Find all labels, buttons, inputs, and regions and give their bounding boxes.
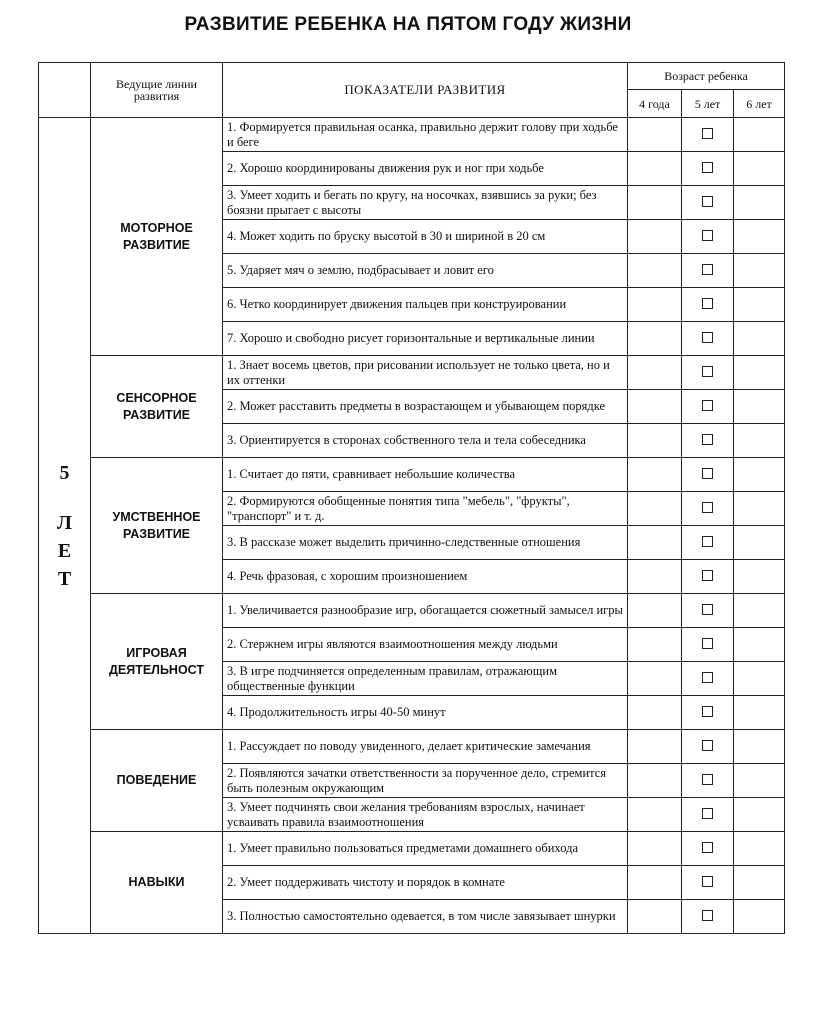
- age-cell[interactable]: [682, 186, 734, 220]
- indicator-text: 2. Появляются зачатки ответственности за порученное дело, стремится быть полезным окружающим: [223, 764, 628, 798]
- header-age-5: 5 лет: [682, 90, 734, 118]
- section-name: МОТОРНОЕ РАЗВИТИЕ: [91, 118, 223, 356]
- age-cell[interactable]: [682, 458, 734, 492]
- age-cell: [734, 900, 785, 934]
- age-cell[interactable]: [682, 322, 734, 356]
- age-side-char: 5: [59, 461, 70, 484]
- age-cell[interactable]: [682, 560, 734, 594]
- age-cell[interactable]: [682, 866, 734, 900]
- age-cell: [628, 526, 682, 560]
- header-age-4: 4 года: [628, 90, 682, 118]
- age-cell: [628, 254, 682, 288]
- age-cell: [628, 390, 682, 424]
- age-cell: [628, 492, 682, 526]
- indicator-text: 7. Хорошо и свободно рисует горизонтальные и вертикальные линии: [223, 322, 628, 356]
- age-cell: [628, 220, 682, 254]
- header-age-label: Возраст ребенка: [628, 63, 785, 90]
- checkbox[interactable]: [702, 536, 713, 547]
- age-side-label: [39, 118, 91, 934]
- age-cell: [628, 594, 682, 628]
- age-cell[interactable]: [682, 832, 734, 866]
- age-cell: [734, 288, 785, 322]
- age-cell: [734, 458, 785, 492]
- table-body: [39, 118, 785, 934]
- age-cell[interactable]: [682, 152, 734, 186]
- checkbox[interactable]: [702, 604, 713, 615]
- age-cell[interactable]: [682, 900, 734, 934]
- indicator-text: 2. Может расставить предметы в возрастающем и убывающем порядке: [223, 390, 628, 424]
- age-cell: [734, 866, 785, 900]
- indicator-text: 1. Формируется правильная осанка, правильно держит голову при ходьбе и беге: [223, 118, 628, 152]
- age-cell: [628, 560, 682, 594]
- age-cell[interactable]: [682, 356, 734, 390]
- checkbox[interactable]: [702, 434, 713, 445]
- age-cell: [628, 662, 682, 696]
- age-cell[interactable]: [682, 254, 734, 288]
- age-cell: [734, 526, 785, 560]
- age-cell[interactable]: [682, 696, 734, 730]
- age-cell[interactable]: [682, 730, 734, 764]
- age-side-char: Л: [57, 511, 72, 534]
- checkbox[interactable]: [702, 740, 713, 751]
- age-cell: [734, 594, 785, 628]
- age-cell: [734, 798, 785, 832]
- age-cell: [628, 798, 682, 832]
- section-name: НАВЫКИ: [91, 832, 223, 934]
- indicator-text: 1. Знает восемь цветов, при рисовании использует не только цвета, но и их оттенки: [223, 356, 628, 390]
- age-cell: [734, 118, 785, 152]
- indicator-text: 6. Четко координирует движения пальцев при конструировании: [223, 288, 628, 322]
- age-cell[interactable]: [682, 628, 734, 662]
- age-cell: [734, 662, 785, 696]
- table-row: [39, 594, 785, 628]
- indicator-text: 4. Может ходить по бруску высотой в 30 и шириной в 20 см: [223, 220, 628, 254]
- indicator-text: 1. Умеет правильно пользоваться предметами домашнего обихода: [223, 832, 628, 866]
- checkbox[interactable]: [702, 366, 713, 377]
- checkbox[interactable]: [702, 332, 713, 343]
- checkbox[interactable]: [702, 672, 713, 683]
- indicator-text: 1. Считает до пяти, сравнивает небольшие количества: [223, 458, 628, 492]
- indicator-text: 2. Хорошо координированы движения рук и ног при ходьбе: [223, 152, 628, 186]
- checkbox[interactable]: [702, 638, 713, 649]
- age-cell: [734, 254, 785, 288]
- age-cell: [628, 832, 682, 866]
- indicator-text: 3. Умеет подчинять свои желания требованиям взрослых, начинает усваивать правила взаимоотношения: [223, 798, 628, 832]
- indicator-text: 1. Увеличивается разнообразие игр, обогащается сюжетный замысел игры: [223, 594, 628, 628]
- checkbox[interactable]: [702, 230, 713, 241]
- indicator-text: 4. Речь фразовая, с хорошим произношением: [223, 560, 628, 594]
- age-cell: [734, 560, 785, 594]
- age-cell: [734, 424, 785, 458]
- age-cell[interactable]: [682, 764, 734, 798]
- age-cell: [734, 696, 785, 730]
- age-cell[interactable]: [682, 662, 734, 696]
- age-cell[interactable]: [682, 118, 734, 152]
- header-indicators-label: ПОКАЗАТЕЛИ РАЗВИТИЯ: [223, 63, 628, 118]
- indicator-text: 2. Умеет поддерживать чистоту и порядок в комнате: [223, 866, 628, 900]
- checkbox[interactable]: [702, 570, 713, 581]
- age-cell: [734, 492, 785, 526]
- checkbox[interactable]: [702, 264, 713, 275]
- checkbox[interactable]: [702, 400, 713, 411]
- checkbox[interactable]: [702, 706, 713, 717]
- age-cell: [628, 288, 682, 322]
- age-cell: [628, 458, 682, 492]
- age-cell[interactable]: [682, 390, 734, 424]
- header-lines-label: Ведущие линии развития: [91, 63, 223, 118]
- checkbox[interactable]: [702, 162, 713, 173]
- age-cell[interactable]: [682, 492, 734, 526]
- checkbox[interactable]: [702, 502, 713, 513]
- table-row: [39, 730, 785, 764]
- age-cell: [734, 730, 785, 764]
- checkbox[interactable]: [702, 876, 713, 887]
- age-cell: [734, 356, 785, 390]
- checkbox[interactable]: [702, 842, 713, 853]
- section-name: ИГРОВАЯ ДЕЯТЕЛЬНОСТ: [91, 594, 223, 730]
- age-cell: [628, 900, 682, 934]
- age-cell: [628, 152, 682, 186]
- age-cell: [628, 186, 682, 220]
- section-name: ПОВЕДЕНИЕ: [91, 730, 223, 832]
- age-cell[interactable]: [682, 288, 734, 322]
- age-cell: [628, 628, 682, 662]
- age-cell[interactable]: [682, 424, 734, 458]
- indicator-text: 1. Рассуждает по поводу увиденного, делает критические замечания: [223, 730, 628, 764]
- age-cell[interactable]: [682, 220, 734, 254]
- age-cell: [628, 730, 682, 764]
- indicator-text: 3. Умеет ходить и бегать по кругу, на носочках, взявшись за руки; без боязни прыгает с высоты: [223, 186, 628, 220]
- checkbox[interactable]: [702, 774, 713, 785]
- age-cell: [734, 390, 785, 424]
- table-row: [39, 118, 785, 152]
- header-age-6: 6 лет: [734, 90, 785, 118]
- indicator-text: 3. Ориентируется в сторонах собственного тела и тела собеседника: [223, 424, 628, 458]
- age-cell[interactable]: [682, 594, 734, 628]
- age-cell: [734, 832, 785, 866]
- table-row: [39, 832, 785, 866]
- indicator-text: 2. Стержнем игры являются взаимоотношения между людьми: [223, 628, 628, 662]
- checkbox[interactable]: [702, 910, 713, 921]
- age-cell: [734, 322, 785, 356]
- section-name: СЕНСОРНОЕ РАЗВИТИЕ: [91, 356, 223, 458]
- age-cell: [628, 424, 682, 458]
- table-row: [39, 356, 785, 390]
- page-title: РАЗВИТИЕ РЕБЕНКА НА ПЯТОМ ГОДУ ЖИЗНИ: [184, 14, 632, 35]
- age-cell[interactable]: [682, 526, 734, 560]
- age-side-char: Т: [57, 567, 72, 590]
- checkbox[interactable]: [702, 128, 713, 139]
- age-cell: [734, 628, 785, 662]
- indicator-text: 4. Продолжительность игры 40-50 минут: [223, 696, 628, 730]
- age-cell: [628, 866, 682, 900]
- age-cell: [734, 220, 785, 254]
- age-cell[interactable]: [682, 798, 734, 832]
- indicator-text: 5. Ударяет мяч о землю, подбрасывает и ловит его: [223, 254, 628, 288]
- indicator-text: 3. В игре подчиняется определенным правилам, отражающим общественные функции: [223, 662, 628, 696]
- indicator-text: 3. В рассказе может выделить причинно-следственные отношения: [223, 526, 628, 560]
- checkbox[interactable]: [702, 196, 713, 207]
- age-cell: [628, 696, 682, 730]
- age-cell: [628, 356, 682, 390]
- age-side-char: Е: [57, 539, 72, 562]
- header-blank-cell: [39, 63, 91, 118]
- age-cell: [734, 186, 785, 220]
- indicator-text: 3. Полностью самостоятельно одевается, в том числе завязывает шнурки: [223, 900, 628, 934]
- table-row: [39, 458, 785, 492]
- checkbox[interactable]: [702, 298, 713, 309]
- age-cell: [628, 322, 682, 356]
- checkbox[interactable]: [702, 468, 713, 479]
- age-cell: [734, 764, 785, 798]
- development-table: [38, 62, 785, 934]
- checkbox[interactable]: [702, 808, 713, 819]
- age-cell: [628, 764, 682, 798]
- section-name: УМСТВЕННОЕ РАЗВИТИЕ: [91, 458, 223, 594]
- indicator-text: 2. Формируются обобщенные понятия типа "мебель", "фрукты", "транспорт" и т. д.: [223, 492, 628, 526]
- age-cell: [734, 152, 785, 186]
- age-cell: [628, 118, 682, 152]
